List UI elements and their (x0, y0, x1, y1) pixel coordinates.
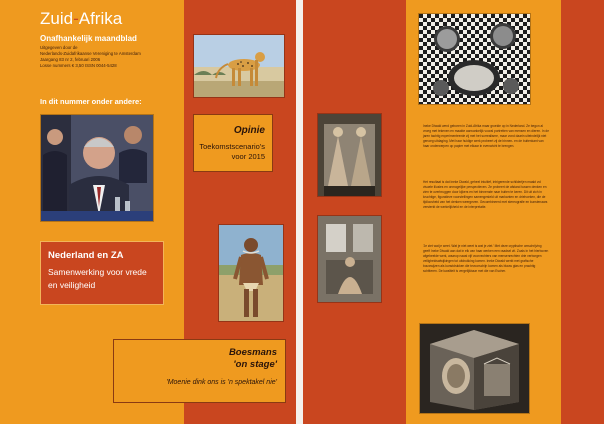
magazine-cover-page (0, 0, 296, 424)
boesmans-box (113, 339, 286, 403)
article-page (303, 0, 604, 424)
issue-heading: In dit nummer onder andere: (40, 97, 142, 106)
bushman-photo (218, 224, 284, 322)
nederland-box (40, 241, 164, 305)
article-paragraph-3: 'Je ziet wat je weet. Wat je niet weet is wat je ziet.' Met deze cryptische omschrijving geeft Ineke Diwald aan dat in elk van haar werken een raadsel zit. Zoals in het hierboven afgebeelde werk, waarop naast vijf voorvechters van mensenrechten drie verborgen veiligheidsafwijkingen tot uitdrukking komen. Ineke Diwald werkt met grafische bouwwijzen als kunstdrukken die tevoorschijn komen als blauw glas en prachtig schitteren. De kwaliteit is vergelijkbaar met die van Escher. (423, 244, 549, 273)
magazine-title: Zuid-Afrika (40, 9, 123, 28)
nederland-title: Nederland en ZA (48, 250, 124, 261)
nederland-text: Samenwerking voor vrede en veiligheid (48, 267, 147, 290)
artwork-cube-head (419, 323, 530, 414)
artwork-figures-ladder (317, 113, 382, 197)
page-gutter (296, 0, 303, 424)
politician-photo (40, 114, 154, 222)
cheetah-photo (193, 34, 285, 98)
article-paragraph-2: Het resultaat is dat Ineke Diwald, geheel intuitief, intrigerende schilderijen maakt vol visuele illusies en onmogelijke perspectieven. Ze probeert de afstand tussen denken en zien te overbruggen door kijkers en het binnenste naar buiten te keren. Dit uit zich in kruchtige, figuratieve voorstellingen samengesteld uit markanten en driehoeken, die de tijdloosheid van het denken weergeven. Gecombineerd met stereografie en kunstenaars versterkt de werkelijkheid en de interpretatie. (423, 180, 548, 209)
artwork-portraits-checker (418, 13, 531, 105)
boesmans-text: 'Moenie dink ons is 'n spektakel nie' (166, 379, 277, 386)
article-paragraph-1: Ineke Diwald werd geboren in Zuid-Afrika maar groeide op in Nederland. Ze begon al vroeg met tekenen en maakte aanvankelijk vooral portretten van mensen en dieren. In de jaren tachtig experimenteerde zij met het surrealisme, maar vond daarin uiteindelijk niet genoeg uitdaging. Met haar huidige werk probeert zij de binnen- en de buitenkant van haar onderwerpen op papier met elkaar in evenwicht te brengen. (423, 124, 549, 148)
opinie-title: Opinie (233, 125, 265, 136)
artwork-windows-nude (317, 215, 382, 303)
magazine-subtitle: Onafhankelijk maandblad (40, 34, 137, 43)
publisher-info: Uitgegeven door de Nederlands-Zuidafrikaanse Vereniging te Amsterdam Jaargang 83 nr 2, februari 2006 Losse nummers € 3,50 ISSN 0044-5428 (40, 45, 141, 68)
opinie-box (193, 114, 273, 172)
opinie-text: Toekomstscenario's voor 2015 (199, 142, 265, 161)
boesmans-title: Boesmans 'on stage' (228, 347, 277, 370)
